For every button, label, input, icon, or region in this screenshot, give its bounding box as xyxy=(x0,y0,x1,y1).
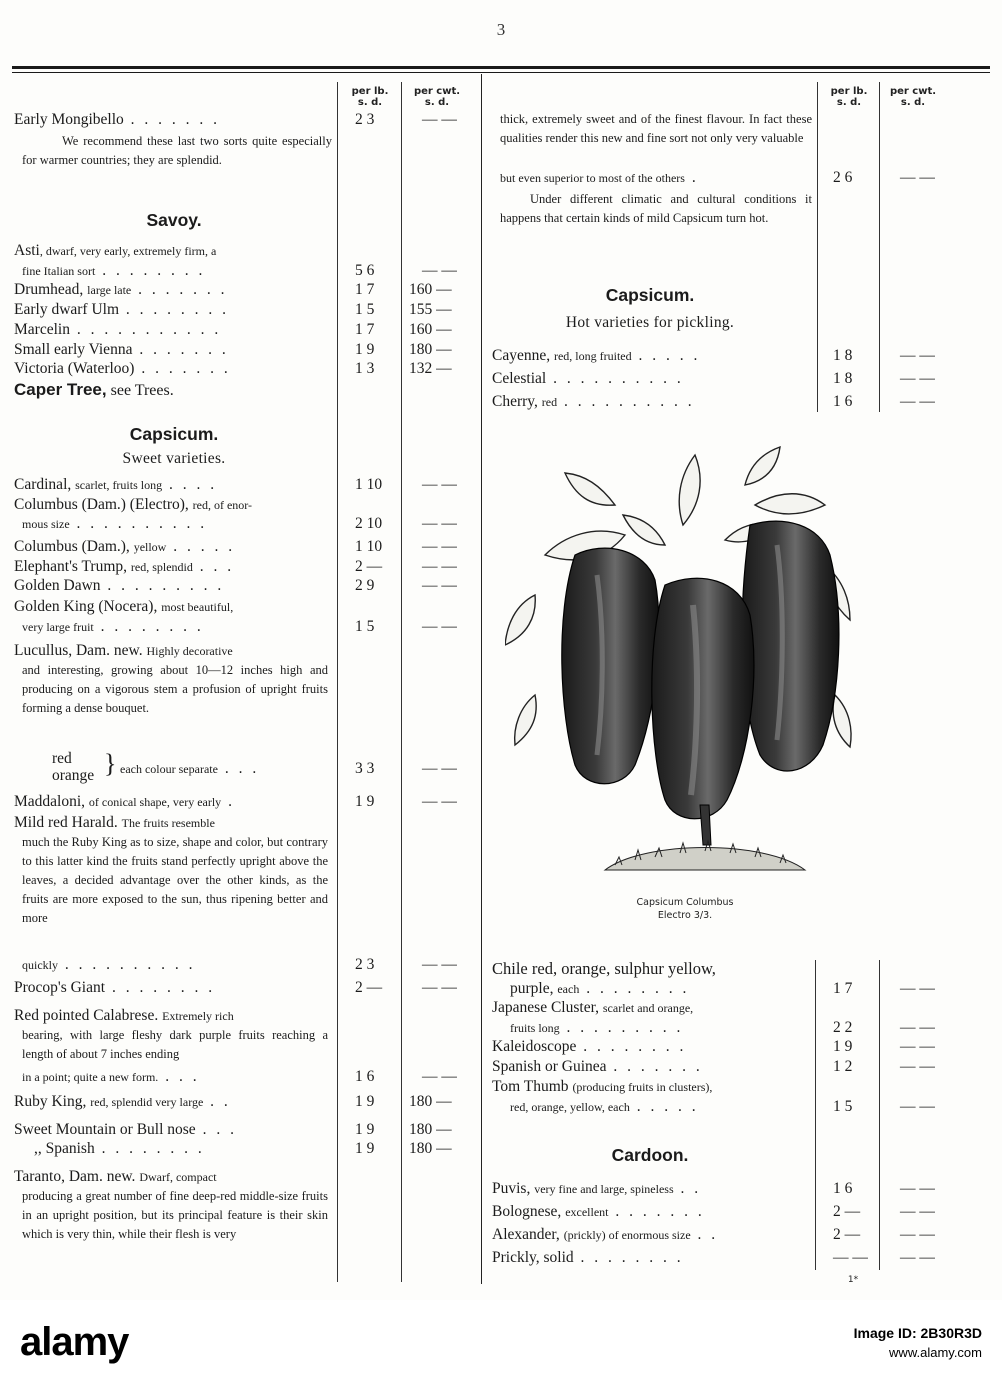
price-lb: 1 10 xyxy=(355,538,383,555)
top-rule-thin xyxy=(12,72,990,73)
price-lb: 2 — xyxy=(833,1203,861,1220)
golden-dawn: Golden Dawn . . . . . . . . . xyxy=(14,577,225,594)
savoy-item: Victoria (Waterloo) . . . . . . . xyxy=(14,360,231,377)
red-pointed-desc: bearing, with large fleshy dark purple fruits reaching a length of about 7 inches ending xyxy=(22,1028,328,1061)
price-lb: 2 3 xyxy=(355,956,375,973)
price-lb: 1 9 xyxy=(833,1038,853,1055)
sweet-mountain: Sweet Mountain or Bull nose . . . xyxy=(14,1121,237,1138)
elephants-trump: Elephant's Trump, red, splendid . . . xyxy=(14,558,235,575)
page-number: 3 xyxy=(496,20,506,39)
price-lb: 1 3 xyxy=(355,360,375,377)
savoy-item: Marcelin . . . . . . . . . . . xyxy=(14,321,222,338)
price-cwt: — — xyxy=(900,1019,935,1036)
hot-item: Cherry, red . . . . . . . . . . xyxy=(492,393,695,410)
price-lb: 1 2 xyxy=(833,1058,853,1075)
left-cwt-divider xyxy=(401,82,402,1282)
recommend-text: We recommend these last two sorts quite especially for warmer countries; they are splendid. xyxy=(22,134,332,167)
columbus-red-line2: mous size . . . . . . . . . . xyxy=(22,515,208,532)
mild-red-harald-desc: much the Ruby King as to size, shape and color, but contrary to this latter kind the fruits stand perfectly upright above the leaves, a decided advantage over the other kinds, as the fruits are more exposed to the sun, thus ripening better and more xyxy=(22,835,328,925)
spanish-or-guinea: Spanish or Guinea . . . . . . . xyxy=(492,1058,703,1075)
brace: } xyxy=(104,749,117,778)
price-cwt: — — xyxy=(422,538,457,555)
price-lb: 2 9 xyxy=(355,577,375,594)
price-cwt: 180 — xyxy=(409,1140,452,1157)
price-cwt: — — xyxy=(422,793,457,810)
price-lb: 1 5 xyxy=(833,1098,853,1115)
price-lb: 2 3 xyxy=(355,111,375,128)
price-lb: 1 7 xyxy=(355,281,375,298)
red-orange-note: each colour separate . . . xyxy=(120,760,260,777)
price-lb: 1 9 xyxy=(355,1093,375,1110)
left-price-divider xyxy=(337,82,338,1282)
price-lb: 1 8 xyxy=(833,370,853,387)
columbus-red: Columbus (Dam.) (Electro), red, of enor- xyxy=(14,496,253,513)
stock-footer xyxy=(0,1300,1002,1390)
price-lb: 1 9 xyxy=(355,1121,375,1138)
price-cwt: — — xyxy=(422,956,457,973)
capsicum-hot-heading: Capsicum. xyxy=(605,285,695,305)
right-header-per-lb: per lb. s. d. xyxy=(830,86,868,108)
taranto-desc: producing a great number of fine deep-red middle-size fruits in an upright position, but its principal feature is their skin which is very thin, while their flesh is very xyxy=(22,1189,328,1241)
price-cwt: — — xyxy=(900,1226,935,1243)
left-header-per-cwt: per cwt. s. d. xyxy=(413,86,461,108)
price-lb: 1 8 xyxy=(833,347,853,364)
sweet-varieties-heading: Sweet varieties. xyxy=(122,450,226,467)
price-lb: 1 5 xyxy=(355,618,375,635)
price-cwt: — — xyxy=(422,979,457,996)
hot-varieties-heading: Hot varieties for pickling. xyxy=(565,314,735,331)
golden-king: Golden King (Nocera), most beautiful, xyxy=(14,598,234,615)
price-cwt: 155 — xyxy=(409,301,452,318)
signature-mark: 1* xyxy=(847,1275,859,1285)
price-lb: 2 10 xyxy=(355,515,383,532)
price-lb: 1 9 xyxy=(355,793,375,810)
hot-item: Celestial . . . . . . . . . . xyxy=(492,370,684,387)
price-lb: — — xyxy=(833,1249,868,1266)
price-cwt: — — xyxy=(900,370,935,387)
price-cwt: — — xyxy=(422,515,457,532)
chile: Chile red, orange, sulphur yellow, xyxy=(492,959,716,978)
continued-last: but even superior to most of the others . xyxy=(500,169,699,186)
savoy-item: Early dwarf Ulm . . . . . . . . xyxy=(14,301,230,318)
price-cwt: 180 — xyxy=(409,1121,452,1138)
illustration-caption: Capsicum Columbus Electro 3/3. xyxy=(636,897,734,921)
chile-line2: purple, each . . . . . . . . xyxy=(510,980,690,997)
maddaloni: Maddaloni, of conical shape, very early . xyxy=(14,793,235,810)
price-cwt: — — xyxy=(422,760,457,777)
tom-thumb-line2: red, orange, yellow, each . . . . . xyxy=(510,1098,699,1115)
savoy-heading: Savoy. xyxy=(146,210,202,230)
price-cwt: 160 — xyxy=(409,321,452,338)
watermark-logo: alamy xyxy=(20,1320,129,1364)
savoy-item: Small early Vienna . . . . . . . xyxy=(14,341,229,358)
price-lb: 2 6 xyxy=(833,169,853,186)
price-lb: 1 5 xyxy=(355,301,375,318)
price-cwt: — — xyxy=(900,1249,935,1266)
price-cwt: — — xyxy=(900,169,935,186)
price-cwt: 160 — xyxy=(409,281,452,298)
price-cwt: 132 — xyxy=(409,360,452,377)
cardoon-heading: Cardoon. xyxy=(611,1145,689,1165)
japanese-cluster-line2: fruits long . . . . . . . . . xyxy=(510,1019,684,1036)
asti-line2: fine Italian sort . . . . . . . . xyxy=(22,262,206,279)
taranto: Taranto, Dam. new. Dwarf, compact xyxy=(14,1168,217,1185)
japanese-cluster: Japanese Cluster, scarlet and orange, xyxy=(492,999,694,1016)
continued-desc: thick, extremely sweet and of the finest flavour. In fact these qualities render this new and fine sort not only very valuable xyxy=(500,112,812,145)
cardoon-item: Bolognese, excellent . . . . . . . xyxy=(492,1203,705,1220)
price-cwt: — — xyxy=(900,1180,935,1197)
price-lb: 2 2 xyxy=(833,1019,853,1036)
price-cwt: — — xyxy=(422,111,457,128)
hot-item: Cayenne, red, long fruited . . . . . xyxy=(492,347,701,364)
price-cwt: — — xyxy=(422,577,457,594)
red-orange-labels: red orange xyxy=(52,750,95,784)
price-cwt: — — xyxy=(900,1038,935,1055)
top-rule xyxy=(12,66,990,69)
price-lb: 1 6 xyxy=(833,1180,853,1197)
price-lb: 2 — xyxy=(355,979,383,996)
price-lb: 1 9 xyxy=(355,341,375,358)
kaleidoscope: Kaleidoscope . . . . . . . . xyxy=(492,1038,687,1055)
price-cwt: — — xyxy=(422,476,457,493)
price-cwt: — — xyxy=(422,558,457,575)
price-lb: 1 7 xyxy=(355,321,375,338)
cardoon-item: Puvis, very fine and large, spineless . . xyxy=(492,1180,702,1197)
right-cwt-divider-top xyxy=(879,82,880,412)
capsicum-illustration xyxy=(505,445,855,885)
right-cwt-divider-bottom xyxy=(879,960,880,1270)
price-lb: 1 6 xyxy=(355,1068,375,1085)
right-price-divider-top xyxy=(817,82,818,412)
tom-thumb: Tom Thumb (producing fruits in clusters), xyxy=(492,1078,713,1095)
lucullus-desc: and interesting, growing about 10—12 inches high and producing on a vigorous stem a profusion of upright fruits forming a dense bouquet. xyxy=(22,663,328,715)
left-header-per-lb: per lb. s. d. xyxy=(351,86,389,108)
right-price-divider-bottom xyxy=(815,960,816,1270)
price-lb: 2 — xyxy=(355,558,383,575)
climate-note: Under different climatic and cultural conditions it happens that certain kinds of mild Capsicum turn hot. xyxy=(500,192,812,225)
image-reference: Image ID: 2B30R3D www.alamy.com xyxy=(853,1325,982,1360)
cardinal: Cardinal, scarlet, fruits long . . . . xyxy=(14,476,218,493)
price-cwt: — — xyxy=(422,262,457,279)
mild-red-harald: Mild red Harald. The fruits resemble xyxy=(14,814,215,831)
red-pointed-last: in a point; quite a new form. . . . xyxy=(22,1068,200,1085)
price-lb: 1 7 xyxy=(833,980,853,997)
capsicum-heading: Capsicum. xyxy=(129,424,219,444)
price-cwt: — — xyxy=(422,618,457,635)
spanish: ,, Spanish . . . . . . . . xyxy=(34,1140,205,1157)
price-cwt: 180 — xyxy=(409,341,452,358)
price-cwt: — — xyxy=(422,1068,457,1085)
right-header-per-cwt: per cwt. s. d. xyxy=(889,86,937,108)
golden-king-line2: very large fruit . . . . . . . . xyxy=(22,618,204,635)
price-cwt: 180 — xyxy=(409,1093,452,1110)
asti: Asti, dwarf, very early, extremely firm, a xyxy=(14,242,217,259)
early-mongibello: Early Mongibello . . . . . . . xyxy=(14,111,221,128)
cardoon-item: Alexander, (prickly) of enormous size . . xyxy=(492,1226,719,1243)
price-cwt: — — xyxy=(900,1098,935,1115)
price-lb: 5 6 xyxy=(355,262,375,279)
ruby-king: Ruby King, red, splendid very large . . xyxy=(14,1093,231,1110)
lucullus: Lucullus, Dam. new. Highly decorative xyxy=(14,642,233,659)
center-divider xyxy=(481,74,482,1284)
price-cwt: — — xyxy=(900,980,935,997)
price-lb: 1 10 xyxy=(355,476,383,493)
columbus-yellow: Columbus (Dam.), yellow . . . . . xyxy=(14,538,236,555)
caper-tree: Caper Tree, see Trees. xyxy=(14,380,174,399)
procops-giant: Procop's Giant . . . . . . . . xyxy=(14,979,216,996)
price-cwt: — — xyxy=(900,1203,935,1220)
savoy-item: Drumhead, large late . . . . . . . xyxy=(14,281,228,298)
price-lb: 1 9 xyxy=(355,1140,375,1157)
price-lb: 3 3 xyxy=(355,760,375,777)
price-cwt: — — xyxy=(900,1058,935,1075)
mild-red-harald-last: quickly . . . . . . . . . . xyxy=(22,956,196,973)
price-lb: 1 6 xyxy=(833,393,853,410)
price-lb: 2 — xyxy=(833,1226,861,1243)
red-pointed-calabrese: Red pointed Calabrese. Extremely rich xyxy=(14,1007,234,1024)
cardoon-item: Prickly, solid . . . . . . . . xyxy=(492,1249,684,1266)
price-cwt: — — xyxy=(900,347,935,364)
price-cwt: — — xyxy=(900,393,935,410)
